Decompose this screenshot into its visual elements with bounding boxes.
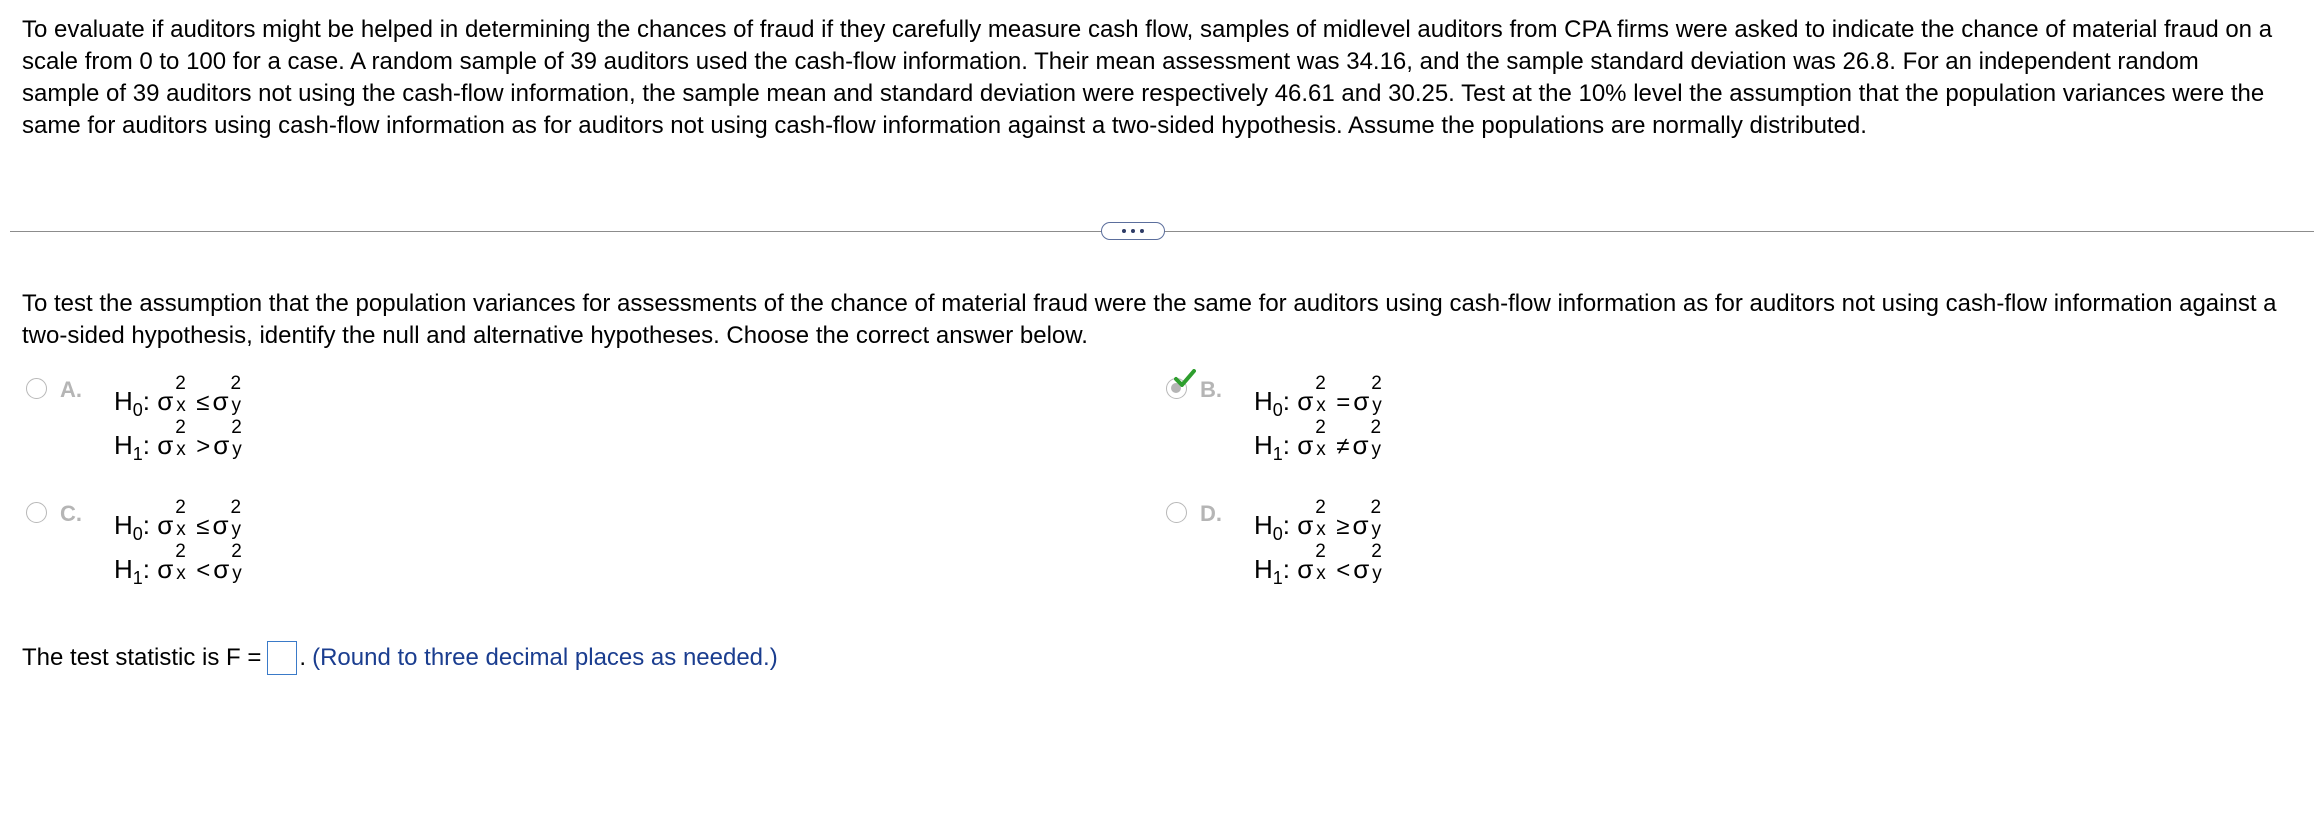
expand-more-button[interactable] bbox=[1101, 222, 1165, 240]
alternative-hypothesis: $H_1$: σ 2 x > σ 2 y bbox=[114, 417, 242, 464]
alternative-hypothesis: $H_1$: σ 2 x < σ 2 y bbox=[1254, 541, 1382, 588]
null-hypothesis: $H_0$: σ 2 x = σ 2 y bbox=[1254, 373, 1382, 420]
more-dot-icon bbox=[1122, 229, 1126, 233]
option-d[interactable] bbox=[1166, 497, 1566, 612]
null-hypothesis: $H_0$: σ 2 x ≤ σ 2 y bbox=[114, 497, 242, 544]
test-statistic-row bbox=[22, 641, 778, 675]
radio-button[interactable] bbox=[26, 378, 47, 399]
radio-button[interactable] bbox=[1166, 502, 1187, 523]
option-b[interactable] bbox=[1166, 373, 1566, 488]
more-dot-icon bbox=[1140, 229, 1144, 233]
null-hypothesis: $H_0$: σ 2 x ≥ σ 2 y bbox=[1254, 497, 1382, 544]
more-dot-icon bbox=[1131, 229, 1135, 233]
option-letter: C. bbox=[60, 501, 82, 526]
null-hypothesis: $H_0$: σ 2 x ≤ σ 2 y bbox=[114, 373, 242, 420]
option-a[interactable] bbox=[26, 373, 426, 488]
test-statistic-label: The test statistic is F = bbox=[22, 644, 262, 671]
radio-button[interactable] bbox=[26, 502, 47, 523]
alternative-hypothesis: $H_1$: σ 2 x < σ 2 y bbox=[114, 541, 242, 588]
option-letter: B. bbox=[1200, 377, 1222, 402]
correct-check-icon bbox=[1174, 369, 1196, 387]
alternative-hypothesis: $H_1$: σ 2 x ≠ σ 2 y bbox=[1254, 417, 1382, 464]
period-text: . bbox=[299, 644, 307, 671]
option-letter: A. bbox=[60, 377, 82, 402]
option-c[interactable] bbox=[26, 497, 426, 612]
problem-statement: To evaluate if auditors might be helped in determining the chances of fraud if they carefully measure cash flow, samples of midlevel auditors from CPA firms were asked to indicate the chance of material fraud on a scale from 0 to 100 for a case. A random sample of 39 auditors used the cash-flow information. Their mean assessment was 34.16, and the sample standard deviation was 26.8. For an independent random sample of 39 auditors not using the cash-flow information, the sample mean and standard deviation were respectively 46.61 and 30.25. Test at the 10% level the assumption that the population variances were the same for auditors using cash-flow information as for auditors not using cash-flow information against a two-sided hypothesis. Assume the populations are normally distributed. bbox=[22, 16, 2273, 139]
question-prompt: To test the assumption that the population variances for assessments of the chance of material fraud were the same for auditors using cash-flow information as for auditors not using cash-flow information against a two-sided hypothesis, identify the null and alternative hypotheses. Choose the correct answer below. bbox=[22, 290, 2277, 349]
option-letter: D. bbox=[1200, 501, 1222, 526]
rounding-hint: (Round to three decimal places as needed.) bbox=[312, 644, 778, 671]
test-statistic-input[interactable] bbox=[267, 641, 297, 675]
